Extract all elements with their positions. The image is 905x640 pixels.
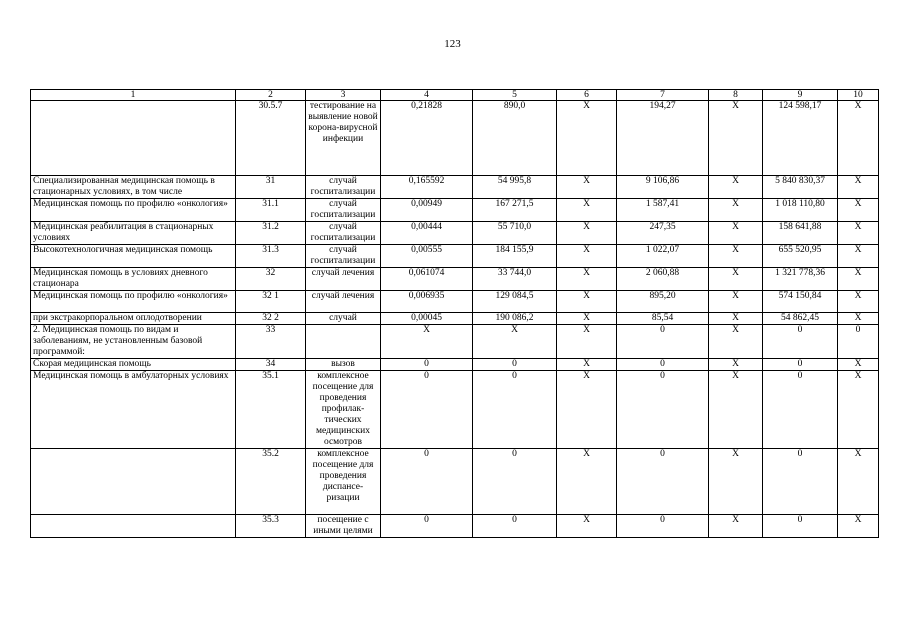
header-cell-5: 5 — [473, 90, 557, 101]
cell-unit: тестирование на выявление новой корона-вирусной инфекции — [306, 101, 381, 176]
cell-col8: X — [709, 176, 763, 199]
cell-col9: 0 — [763, 371, 838, 449]
cell-line-code: 32 2 — [236, 313, 306, 325]
cell-cost-norm: 33 744,0 — [473, 268, 557, 291]
cell-unit: случай госпитализации — [306, 245, 381, 268]
table-row — [31, 101, 879, 176]
cell-col9: 0 — [763, 359, 838, 371]
header-cell-8: 8 — [709, 90, 763, 101]
cell-col6: X — [557, 245, 617, 268]
cell-unit: вызов — [306, 359, 381, 371]
cell-unit: случай госпитализации — [306, 176, 381, 199]
cell-unit: случай госпитализации — [306, 199, 381, 222]
cell-col6: X — [557, 291, 617, 313]
cell-col9: 1 321 778,36 — [763, 268, 838, 291]
cell-col10: X — [838, 245, 879, 268]
table-row — [31, 359, 879, 371]
cell-description: Скорая медицинская помощь — [31, 359, 236, 371]
cell-volume-norm: 0,00949 — [381, 199, 473, 222]
cell-col9: 1 018 110,80 — [763, 199, 838, 222]
cell-cost-norm: 890,0 — [473, 101, 557, 176]
cell-col10: X — [838, 176, 879, 199]
table-row — [31, 268, 879, 291]
cell-cost-norm: X — [473, 325, 557, 359]
header-cell-9: 9 — [763, 90, 838, 101]
cell-volume-norm: 0 — [381, 371, 473, 449]
cell-volume-norm: 0,165592 — [381, 176, 473, 199]
cell-line-code: 32 — [236, 268, 306, 291]
header-cell-2: 2 — [236, 90, 306, 101]
cell-volume-norm: 0 — [381, 359, 473, 371]
cell-description: Специализированная медицинская помощь в стационарных условиях, в том числе — [31, 176, 236, 199]
data-table — [30, 89, 879, 538]
cell-col8: X — [709, 101, 763, 176]
cell-col9: 0 — [763, 515, 838, 538]
table-row — [31, 291, 879, 313]
cell-volume-norm: X — [381, 325, 473, 359]
cell-col10: 0 — [838, 325, 879, 359]
cell-description: 2. Медицинская помощь по видам и заболеваниям, не установленным базовой программой: — [31, 325, 236, 359]
cell-col7: 0 — [617, 515, 709, 538]
table-row — [31, 371, 879, 449]
cell-col9: 655 520,95 — [763, 245, 838, 268]
cell-col7: 85,54 — [617, 313, 709, 325]
cell-cost-norm: 129 084,5 — [473, 291, 557, 313]
cell-cost-norm: 54 995,8 — [473, 176, 557, 199]
cell-col7: 0 — [617, 359, 709, 371]
cell-col7: 9 106,86 — [617, 176, 709, 199]
cell-description: Медицинская помощь по профилю «онкология» — [31, 199, 236, 222]
cell-col10: X — [838, 101, 879, 176]
cell-description: Медицинская помощь в условиях дневного стационара — [31, 268, 236, 291]
cell-cost-norm: 190 086,2 — [473, 313, 557, 325]
cell-description: Медицинская реабилитация в стационарных условиях — [31, 222, 236, 245]
cell-col10: X — [838, 268, 879, 291]
cell-col6: X — [557, 176, 617, 199]
cell-col6: X — [557, 222, 617, 245]
cell-col7: 2 060,88 — [617, 268, 709, 291]
cell-description: Медицинская помощь в амбулаторных условиях — [31, 371, 236, 449]
cell-line-code: 34 — [236, 359, 306, 371]
table-row — [31, 176, 879, 199]
cell-line-code: 33 — [236, 325, 306, 359]
cell-unit: комплексное посещение для проведения профилак-тических медицинских осмотров — [306, 371, 381, 449]
cell-unit: случай лечения — [306, 268, 381, 291]
cell-col7: 0 — [617, 449, 709, 515]
cell-col8: X — [709, 313, 763, 325]
cell-col6: X — [557, 325, 617, 359]
cell-description — [31, 449, 236, 515]
header-cell-10: 10 — [838, 90, 879, 101]
cell-unit: случай лечения — [306, 291, 381, 313]
cell-col8: X — [709, 449, 763, 515]
cell-col6: X — [557, 268, 617, 291]
cell-line-code: 32 1 — [236, 291, 306, 313]
cell-col6: X — [557, 313, 617, 325]
cell-cost-norm: 0 — [473, 359, 557, 371]
cell-col10: X — [838, 359, 879, 371]
cell-description: Высокотехнологичная медицинская помощь — [31, 245, 236, 268]
cell-col9: 5 840 830,37 — [763, 176, 838, 199]
cell-cost-norm: 55 710,0 — [473, 222, 557, 245]
cell-col8: X — [709, 268, 763, 291]
cell-line-code: 31.2 — [236, 222, 306, 245]
cell-col6: X — [557, 359, 617, 371]
cell-col10: X — [838, 371, 879, 449]
cell-col9: 54 862,45 — [763, 313, 838, 325]
table-row — [31, 449, 879, 515]
cell-unit: случай — [306, 313, 381, 325]
cell-col8: X — [709, 371, 763, 449]
cell-col10: X — [838, 199, 879, 222]
cell-col8: X — [709, 222, 763, 245]
table-row — [31, 313, 879, 325]
cell-cost-norm: 167 271,5 — [473, 199, 557, 222]
cell-col6: X — [557, 101, 617, 176]
cell-col8: X — [709, 291, 763, 313]
cell-col7: 247,35 — [617, 222, 709, 245]
cell-col10: X — [838, 515, 879, 538]
cell-col6: X — [557, 515, 617, 538]
cell-volume-norm: 0,00444 — [381, 222, 473, 245]
cell-line-code: 30.5.7 — [236, 101, 306, 176]
cell-col8: X — [709, 325, 763, 359]
page-number: 123 — [444, 38, 461, 50]
cell-col10: X — [838, 222, 879, 245]
cell-line-code: 35.1 — [236, 371, 306, 449]
cell-col8: X — [709, 245, 763, 268]
cell-unit: комплексное посещение для проведения диспансе-ризации — [306, 449, 381, 515]
cell-cost-norm: 184 155,9 — [473, 245, 557, 268]
cell-description — [31, 515, 236, 538]
header-cell-1: 1 — [31, 90, 236, 101]
cell-volume-norm: 0,006935 — [381, 291, 473, 313]
cell-col8: X — [709, 199, 763, 222]
cell-col7: 0 — [617, 325, 709, 359]
header-cell-3: 3 — [306, 90, 381, 101]
header-row — [31, 90, 879, 101]
cell-volume-norm: 0 — [381, 449, 473, 515]
cell-col8: X — [709, 515, 763, 538]
cell-col9: 574 150,84 — [763, 291, 838, 313]
cell-description: при экстракорпоральном оплодотворении — [31, 313, 236, 325]
table-row — [31, 245, 879, 268]
cell-volume-norm: 0,00555 — [381, 245, 473, 268]
cell-col10: X — [838, 313, 879, 325]
cell-col7: 0 — [617, 371, 709, 449]
cell-volume-norm: 0,00045 — [381, 313, 473, 325]
cell-col6: X — [557, 449, 617, 515]
cell-description — [31, 101, 236, 176]
cell-cost-norm: 0 — [473, 371, 557, 449]
header-cell-7: 7 — [617, 90, 709, 101]
table-row — [31, 199, 879, 222]
table-row — [31, 515, 879, 538]
cell-col9: 0 — [763, 325, 838, 359]
cell-col10: X — [838, 291, 879, 313]
cell-unit — [306, 325, 381, 359]
cell-volume-norm: 0,061074 — [381, 268, 473, 291]
cell-line-code: 35.2 — [236, 449, 306, 515]
cell-col7: 1 022,07 — [617, 245, 709, 268]
cell-col7: 194,27 — [617, 101, 709, 176]
cell-volume-norm: 0 — [381, 515, 473, 538]
cell-col9: 0 — [763, 449, 838, 515]
cell-col9: 124 598,17 — [763, 101, 838, 176]
cell-line-code: 35.3 — [236, 515, 306, 538]
cell-col6: X — [557, 199, 617, 222]
cell-unit: случай госпитализации — [306, 222, 381, 245]
cell-col10: X — [838, 449, 879, 515]
cell-line-code: 31.3 — [236, 245, 306, 268]
cell-col7: 895,20 — [617, 291, 709, 313]
cell-volume-norm: 0,21828 — [381, 101, 473, 176]
cell-unit: посещение с иными целями — [306, 515, 381, 538]
cell-cost-norm: 0 — [473, 449, 557, 515]
cell-col8: X — [709, 359, 763, 371]
cell-col9: 158 641,88 — [763, 222, 838, 245]
cell-description: Медицинская помощь по профилю «онкология» — [31, 291, 236, 313]
cell-line-code: 31.1 — [236, 199, 306, 222]
cell-line-code: 31 — [236, 176, 306, 199]
cell-col7: 1 587,41 — [617, 199, 709, 222]
header-cell-4: 4 — [381, 90, 473, 101]
table-row — [31, 325, 879, 359]
cell-cost-norm: 0 — [473, 515, 557, 538]
table-row — [31, 222, 879, 245]
cell-col6: X — [557, 371, 617, 449]
header-cell-6: 6 — [557, 90, 617, 101]
